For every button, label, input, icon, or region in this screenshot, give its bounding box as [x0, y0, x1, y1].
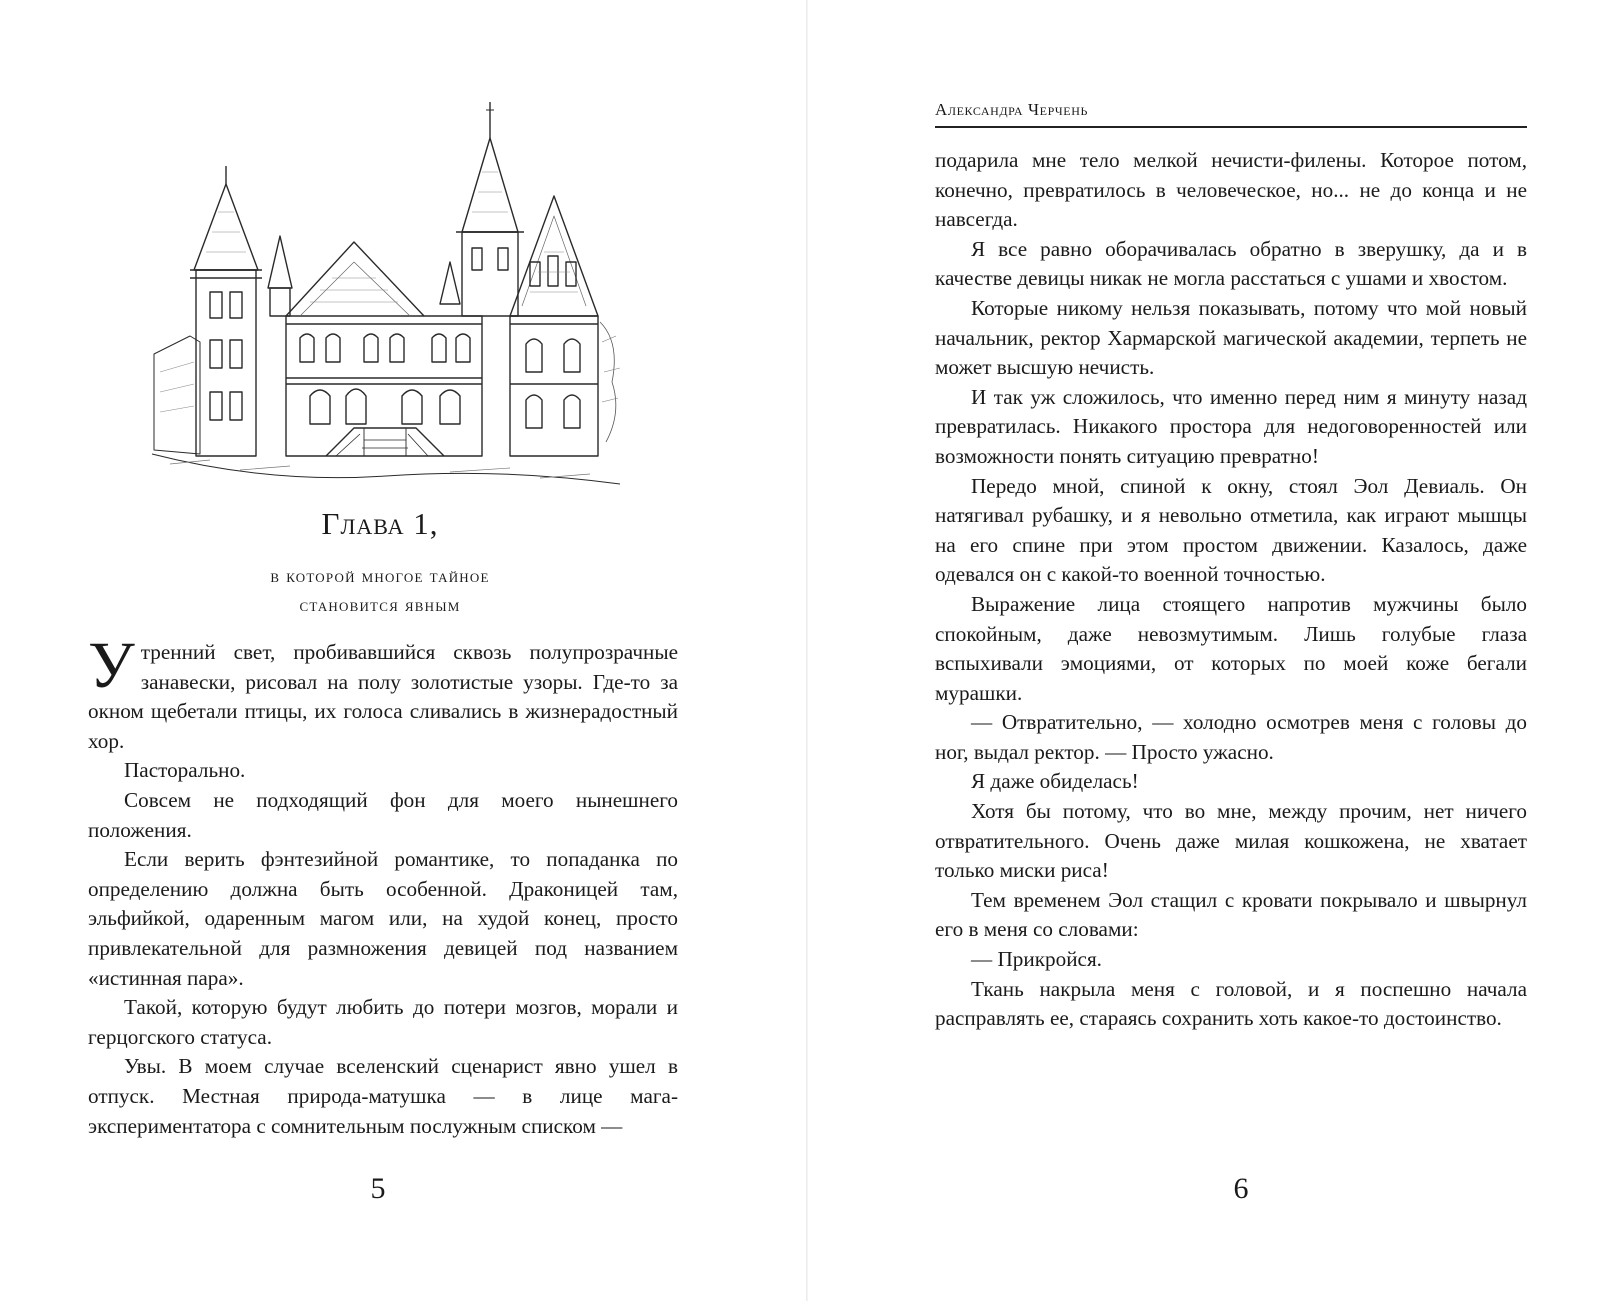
- chapter-subtitle: [80, 562, 680, 620]
- page-number: 5: [370, 1172, 386, 1205]
- running-head: Александра Черчень: [935, 100, 1088, 119]
- header-rule: [935, 126, 1527, 128]
- paragraph: Которые никому нельзя показывать, потому что мой новый начальник, ректор Хармарской магической академии, терпеть не может высшую нечисть.: [935, 295, 1527, 380]
- paragraph: Пасторально.: [124, 758, 246, 783]
- castle-illustration: [150, 92, 622, 494]
- paragraph: Я все равно оборачивалась обратно в зверушку, да и в качестве девицы никак не могла расстаться с ушами и хвостом.: [935, 236, 1527, 291]
- paragraph: Ткань накрыла меня с головой, и я поспешно начала расправлять ее, стараясь сохранить хоть какое-то достоинство.: [935, 976, 1527, 1031]
- paragraph: И так уж сложилось, что именно перед ним я минуту назад превратилась. Никакого простора для недоговоренностей или возможности понять ситуацию превратно!: [935, 384, 1527, 468]
- chapter-subtitle-line: становится явным: [299, 595, 461, 616]
- paragraph: Если верить фэнтезийной романтике, то попаданка по определению должна быть особенной. Драконицей там, эльфийкой, одаренным магом или, на худой конец, просто привлекательной для размножения девицей под названием «истинная пара».: [88, 847, 678, 990]
- paragraph: Выражение лица стоящего напротив мужчины было спокойным, даже невозмутимым. Лишь голубые глаза вспыхивали эмоциями, от которых по моей коже бегали мурашки.: [935, 591, 1527, 705]
- paragraph: Увы. В моем случае вселенский сценарист явно ушел в отпуск. Местная природа-матушка — в лице мага-экспериментатора с сомнительным послужным списком —: [88, 1054, 678, 1138]
- paragraph: — Отвратительно, — холодно осмотрев меня с головы до ног, выдал ректор. — Просто ужасно.: [935, 710, 1527, 764]
- paragraph: Передо мной, спиной к окну, стоял Эол Девиаль. Он натягивал рубашку, и я невольно отметила, как играют мышцы на его спине при этом простом движении. Казалось, даже одевался он с какой-то военной точностью.: [935, 473, 1527, 587]
- drop-cap: У: [88, 629, 135, 702]
- paragraph: подарила мне тело мелкой нечисти-филены. Которое потом, конечно, превратилось в человеческое, но... не до конца и не навсегда.: [935, 148, 1527, 232]
- chapter-title: Глава 1,: [321, 506, 439, 541]
- paragraph: Совсем не подходящий фон для моего нынешнего положения.: [88, 787, 678, 842]
- book-gutter: [806, 0, 808, 1301]
- paragraph: Тем временем Эол стащил с кровати покрывало и швырнул его в меня со словами:: [935, 887, 1527, 942]
- page-number: 6: [1233, 1172, 1249, 1205]
- paragraph: Хотя бы потому, что во мне, между прочим, нет ничего отвратительного. Очень даже милая кошкожена, не хватает только миски риса!: [935, 799, 1527, 883]
- paragraph: Я даже обиделась!: [971, 769, 1139, 794]
- chapter-subtitle-line: в которой многое тайное: [270, 566, 490, 587]
- right-body-text: [935, 146, 1527, 1034]
- left-body-text: [88, 629, 678, 1141]
- paragraph: Такой, которую будут любить до потери мозгов, морали и герцогского статуса.: [88, 995, 678, 1049]
- paragraph: — Прикройся.: [971, 947, 1102, 972]
- paragraph: Утренний свет, пробивавшийся сквозь полупрозрачные занавески, рисовал на полу золотистые узоры. Где-то за окном щебетали птицы, их голоса сливались в жизнерадостный хор.: [88, 629, 678, 753]
